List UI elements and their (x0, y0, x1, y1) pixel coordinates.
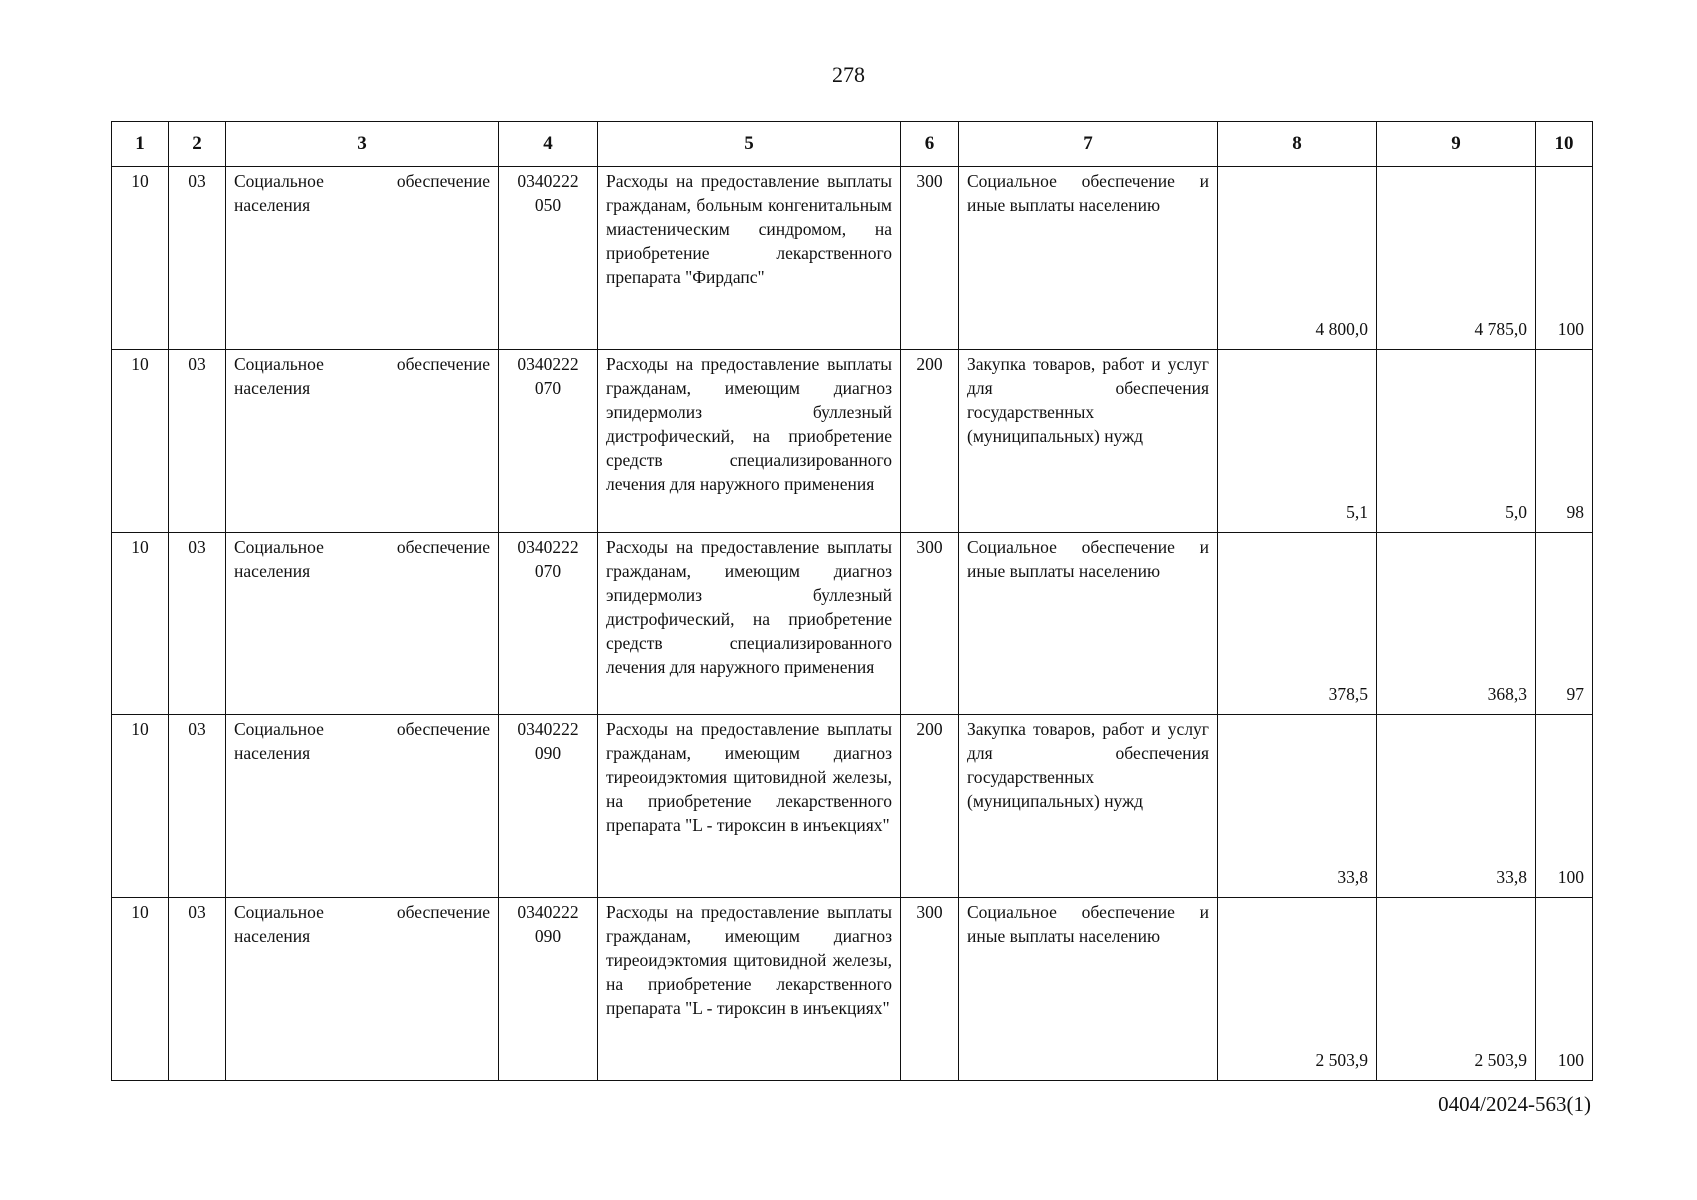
table-row (112, 350, 1593, 533)
article-name-cell: Расходы на предоставление выплаты гражданам, больным конгенитальным миастеническим синдромом, на приобретение лекарственного препарата "Фирдапс" (598, 167, 901, 350)
target-article-cell: 0340222 070 (499, 350, 598, 533)
percent-cell: 100 (1536, 715, 1593, 898)
section-code-cell: 10 (112, 167, 169, 350)
expense-type-code-cell: 300 (901, 167, 959, 350)
planned-amount-cell: 33,8 (1218, 715, 1377, 898)
header-cell: 7 (959, 122, 1218, 167)
expense-type-name-cell: Социальное обеспечение и иные выплаты населению (959, 898, 1218, 1081)
expense-type-name-cell: Социальное обеспечение и иные выплаты населению (959, 533, 1218, 715)
target-article-cell: 0340222 090 (499, 715, 598, 898)
table-header-row (112, 122, 1593, 167)
section-name-cell: Социальное обеспечение населения (226, 533, 499, 715)
subsection-code-cell: 03 (169, 715, 226, 898)
target-article-cell: 0340222 070 (499, 533, 598, 715)
table-row (112, 898, 1593, 1081)
planned-amount-cell: 378,5 (1218, 533, 1377, 715)
article-name-cell: Расходы на предоставление выплаты гражданам, имеющим диагноз эпидермолиз буллезный дистрофический, на приобретение средств специализированного лечения для наружного применения (598, 350, 901, 533)
section-name-cell: Социальное обеспечение населения (226, 350, 499, 533)
document-code: 0404/2024-563(1) (1438, 1092, 1591, 1116)
header-cell: 8 (1218, 122, 1377, 167)
planned-amount-cell: 2 503,9 (1218, 898, 1377, 1081)
table-row (112, 167, 1593, 350)
header-cell: 6 (901, 122, 959, 167)
article-name-cell: Расходы на предоставление выплаты гражданам, имеющим диагноз эпидермолиз буллезный дистрофический, на приобретение средств специализированного лечения для наружного применения (598, 533, 901, 715)
header-cell: 5 (598, 122, 901, 167)
expense-type-code-cell: 200 (901, 715, 959, 898)
section-code-cell: 10 (112, 533, 169, 715)
article-name-cell: Расходы на предоставление выплаты гражданам, имеющим диагноз тиреоидэктомия щитовидной железы, на приобретение лекарственного препарата "L - тироксин в инъекциях" (598, 898, 901, 1081)
article-name-cell: Расходы на предоставление выплаты гражданам, имеющим диагноз тиреоидэктомия щитовидной железы, на приобретение лекарственного препарата "L - тироксин в инъекциях" (598, 715, 901, 898)
percent-cell: 97 (1536, 533, 1593, 715)
expense-type-code-cell: 300 (901, 898, 959, 1081)
section-code-cell: 10 (112, 350, 169, 533)
section-code-cell: 10 (112, 898, 169, 1081)
section-name-cell: Социальное обеспечение населения (226, 167, 499, 350)
header-cell: 2 (169, 122, 226, 167)
subsection-code-cell: 03 (169, 898, 226, 1081)
target-article-cell: 0340222 050 (499, 167, 598, 350)
expense-type-name-cell: Социальное обеспечение и иные выплаты населению (959, 167, 1218, 350)
header-cell: 10 (1536, 122, 1593, 167)
table-row (112, 715, 1593, 898)
header-cell: 9 (1377, 122, 1536, 167)
section-code-cell: 10 (112, 715, 169, 898)
page-number: 278 (832, 62, 865, 87)
percent-cell: 98 (1536, 350, 1593, 533)
planned-amount-cell: 4 800,0 (1218, 167, 1377, 350)
actual-amount-cell: 4 785,0 (1377, 167, 1536, 350)
table-row (112, 533, 1593, 715)
header-cell: 4 (499, 122, 598, 167)
actual-amount-cell: 2 503,9 (1377, 898, 1536, 1081)
expense-type-code-cell: 200 (901, 350, 959, 533)
expense-type-name-cell: Закупка товаров, работ и услуг для обеспечения государственных (муниципальных) нужд (959, 715, 1218, 898)
header-cell: 3 (226, 122, 499, 167)
actual-amount-cell: 368,3 (1377, 533, 1536, 715)
section-name-cell: Социальное обеспечение населения (226, 898, 499, 1081)
subsection-code-cell: 03 (169, 167, 226, 350)
planned-amount-cell: 5,1 (1218, 350, 1377, 533)
budget-table (111, 121, 1593, 1081)
percent-cell: 100 (1536, 898, 1593, 1081)
expense-type-code-cell: 300 (901, 533, 959, 715)
target-article-cell: 0340222 090 (499, 898, 598, 1081)
subsection-code-cell: 03 (169, 533, 226, 715)
actual-amount-cell: 33,8 (1377, 715, 1536, 898)
expense-type-name-cell: Закупка товаров, работ и услуг для обеспечения государственных (муниципальных) нужд (959, 350, 1218, 533)
header-cell: 1 (112, 122, 169, 167)
section-name-cell: Социальное обеспечение населения (226, 715, 499, 898)
subsection-code-cell: 03 (169, 350, 226, 533)
percent-cell: 100 (1536, 167, 1593, 350)
actual-amount-cell: 5,0 (1377, 350, 1536, 533)
